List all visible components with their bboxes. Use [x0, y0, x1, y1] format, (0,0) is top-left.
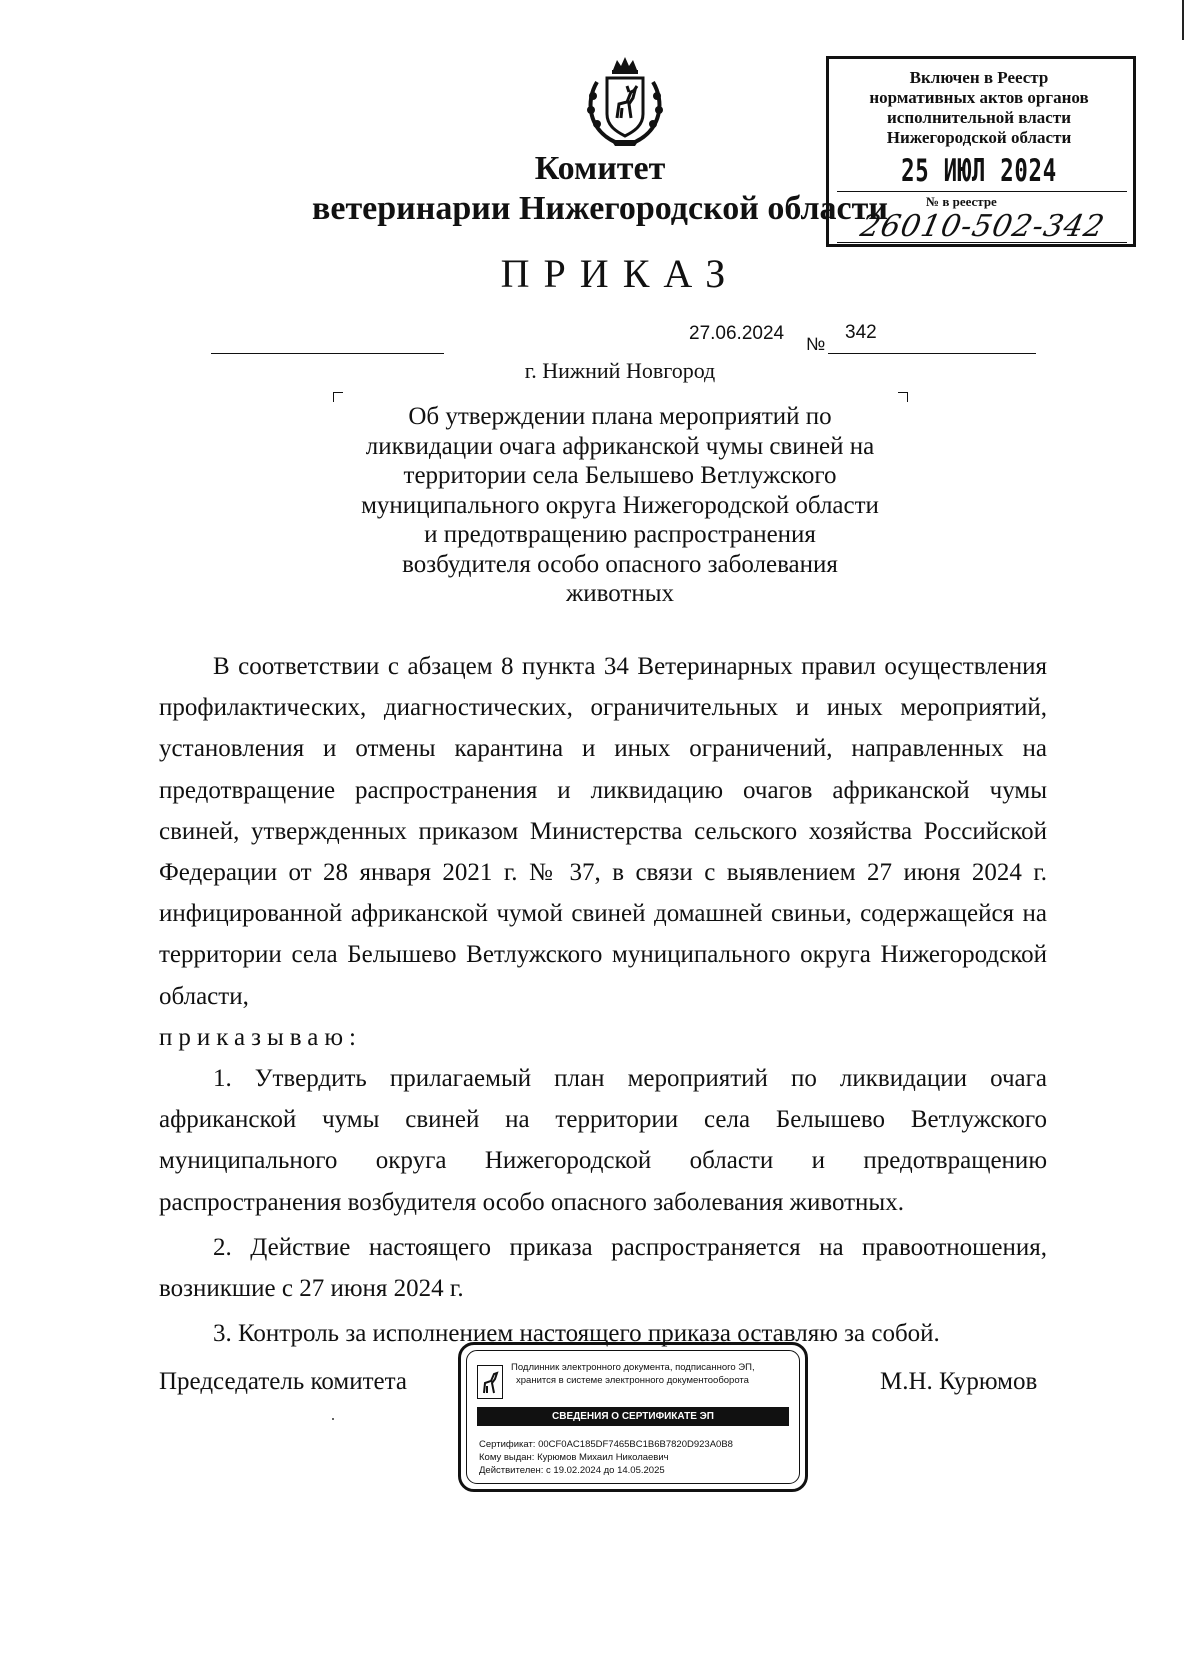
preamble-paragraph: В соответствии с абзацем 8 пункта 34 Ветеринарных правил осуществления профилактических, диагностических, ограничительных и иных мероприятий, установления и отмены карантина и иных ограничений, направленных на предотвращение распространения и ликвидацию очагов африканской чумы свиней, утвержденных приказом Министерства сельского хозяйства Российской Федерации от 28 января 2021 г. № 37, в связи с выявлением 27 июня 2024 г. инфицированной африканской чумой свиней домашней свиньи, содержащейся на территории села Белышево Ветлужского муниципального округа Нижегородской области,	[159, 653, 1047, 1010]
order-date: 27.06.2024	[689, 323, 785, 344]
stamp-line4: Нижегородской области	[886, 128, 1072, 147]
esig-header-line1: Подлинник электронного документа, подписанного ЭП,	[511, 1362, 755, 1373]
coat-of-arms-emblem	[575, 52, 675, 152]
stamp-divider	[837, 191, 1127, 192]
title-line: ликвидации очага африканской чумы свиней на	[365, 432, 875, 460]
number-sign: №	[806, 334, 826, 354]
stamp-line2: нормативных актов органов	[869, 88, 1089, 107]
stamp-registry-number: 26010-502-342	[857, 209, 1108, 244]
stamp-date: 25 ИЮЛ 2024	[901, 153, 1057, 189]
title-line: животных	[565, 580, 675, 607]
stamp-number-label: № в реестре	[926, 194, 997, 209]
electronic-signature-stamp	[458, 1342, 808, 1492]
title-line: территории села Белышево Ветлужского	[403, 462, 837, 489]
order-item-2: 2. Действие настоящего приказа распространяется на правоотношения, возникшие с 27 июня 2024 г.	[159, 1233, 1047, 1303]
scan-edge-mark	[1182, 0, 1184, 40]
stamp-line3: исполнительной власти	[887, 108, 1071, 127]
organization-name-line2: ветеринарии Нижегородской области	[312, 190, 888, 227]
scan-speck	[332, 1418, 334, 1420]
document-type-heading: ПРИКАЗ	[500, 251, 740, 296]
registry-stamp	[826, 56, 1136, 247]
signer-position: Председатель комитета	[159, 1368, 407, 1395]
deer-emblem-icon	[477, 1365, 503, 1399]
title-line: муниципального округа Нижегородской области	[361, 491, 879, 519]
order-item-3: 3. Контроль за исполнением настоящего приказа оставляю за собой.	[213, 1320, 940, 1348]
title-line: возбудителя особо опасного заболевания	[402, 550, 838, 578]
signer-name: М.Н. Курюмов	[880, 1368, 1038, 1395]
city: г. Нижний Новгород	[524, 358, 716, 383]
order-word: приказываю:	[159, 1023, 362, 1051]
order-body	[159, 646, 1047, 1354]
esig-certificate: Сертификат: 00CF0AC185DF7465BC1B6B7820D923A0B8	[479, 1439, 733, 1450]
esig-validity: Действителен: с 19.02.2024 до 14.05.2025	[479, 1465, 665, 1476]
order-item-1: 1. Утвердить прилагаемый план мероприятий по ликвидации очага африканской чумы свиней на территории села Белышево Ветлужского муниципального округа Нижегородской области и предотвращению распространения возбудителя особо опасного заболевания животных.	[159, 1065, 1047, 1216]
title-corner-left	[333, 392, 343, 402]
stamp-line1: Включен в Реестр	[909, 68, 1049, 87]
title-line: Об утверждении плана мероприятий по	[408, 403, 832, 430]
esig-certificate-bar: СВЕДЕНИЯ О СЕРТИФИКАТЕ ЭП	[477, 1407, 789, 1426]
title-corner-right	[898, 392, 908, 402]
order-number: 342	[845, 322, 877, 343]
number-field-line	[828, 353, 1036, 354]
esig-issued-to: Кому выдан: Курюмов Михаил Николаевич	[479, 1452, 669, 1463]
order-title	[340, 402, 900, 609]
organization-name-line1: Комитет	[534, 150, 666, 187]
title-line: и предотвращению распространения	[424, 521, 816, 548]
stamp-number-underline	[837, 242, 1127, 243]
date-field-line	[211, 353, 444, 354]
esig-header-line2: хранится в системе электронного документооборота	[516, 1375, 749, 1386]
